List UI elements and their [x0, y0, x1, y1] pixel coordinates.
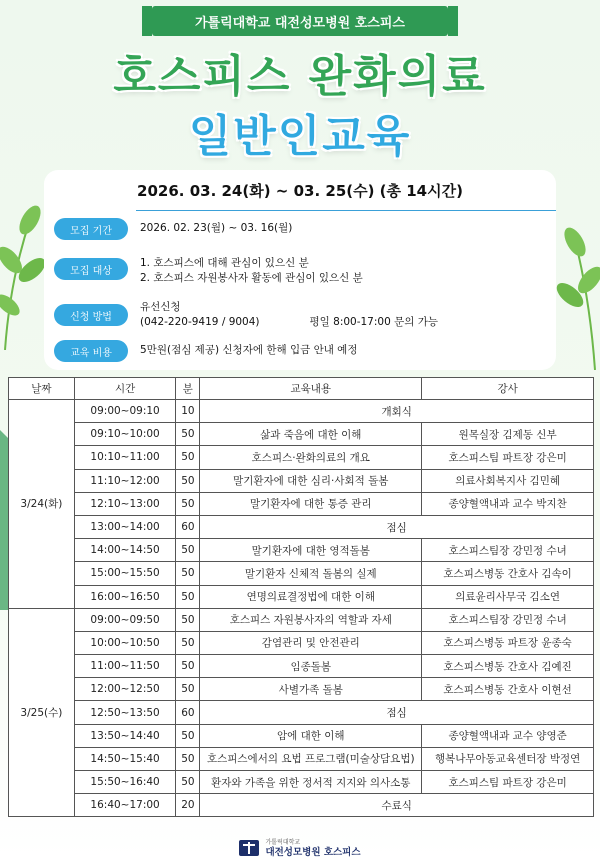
- time-cell: 12:00~12:50: [74, 678, 176, 701]
- table-row: [9, 631, 594, 654]
- table-row: [9, 400, 594, 423]
- time-cell: 14:50~15:40: [74, 747, 176, 770]
- content-cell: 말기환자 신체적 돌봄의 실제: [200, 562, 422, 585]
- content-cell: 말기환자에 대한 영적돌봄: [200, 539, 422, 562]
- time-cell: 10:10~11:00: [74, 446, 176, 469]
- table-row: [9, 515, 594, 538]
- footer-hospital: 대전성모병원 호스피스: [265, 847, 361, 858]
- date-range: 2026. 03. 24(화) ~ 03. 25(수) (총 14시간): [137, 182, 463, 200]
- content-cell: 감염관리 및 안전관리: [200, 631, 422, 654]
- header-time: 시간: [74, 378, 176, 400]
- instructor-cell: 호스피스팀장 강민정 수녀: [422, 608, 594, 631]
- instructor-cell: 호스피스팀장 강민정 수녀: [422, 539, 594, 562]
- minutes-cell: 60: [176, 515, 200, 538]
- apply-method-hours: 평일 8:00-17:00 문의 가능: [309, 316, 439, 328]
- table-row: [9, 585, 594, 608]
- time-cell: 13:00~14:00: [74, 515, 176, 538]
- date-cell: 3/24(화): [9, 400, 75, 609]
- content-cell: 호스피스에서의 요법 프로그램(미술상담요법): [200, 747, 422, 770]
- minutes-cell: 50: [176, 446, 200, 469]
- header-content: 교육내용: [200, 378, 422, 400]
- title-line-1: 호스피스 완화의료: [113, 51, 487, 102]
- table-row: [9, 655, 594, 678]
- fee-row: [54, 340, 357, 362]
- right-leaf-icon: [555, 220, 600, 370]
- instructor-cell: 호스피스병동 간호사 이현선: [422, 678, 594, 701]
- apply-method-line-1: 유선신청: [140, 301, 181, 313]
- footer-university: 가톨릭대학교: [265, 839, 301, 846]
- fee-label: 교육 비용: [54, 340, 128, 362]
- instructor-cell: 종양혈액내과 교수 양영준: [422, 724, 594, 747]
- content-cell: 점심: [200, 515, 594, 538]
- table-row: [9, 539, 594, 562]
- instructor-cell: 호스피스병동 간호사 김예진: [422, 655, 594, 678]
- time-cell: 15:50~16:40: [74, 771, 176, 794]
- table-row: [9, 423, 594, 446]
- time-cell: 09:00~09:50: [74, 608, 176, 631]
- table-row: [9, 562, 594, 585]
- time-cell: 16:40~17:00: [74, 794, 176, 817]
- content-cell: 환자와 가족을 위한 정서적 지지와 의사소통: [200, 771, 422, 794]
- content-cell: 삶과 죽음에 대한 이해: [200, 423, 422, 446]
- minutes-cell: 50: [176, 492, 200, 515]
- instructor-cell: 호스피스팀 파트장 강은미: [422, 446, 594, 469]
- minutes-cell: 50: [176, 771, 200, 794]
- instructor-cell: 의료사회복지사 김민혜: [422, 469, 594, 492]
- instructor-cell: 호스피스팀 파트장 강은미: [422, 771, 594, 794]
- table-row: [9, 771, 594, 794]
- minutes-cell: 50: [176, 562, 200, 585]
- minutes-cell: 50: [176, 539, 200, 562]
- info-card: [44, 170, 556, 370]
- minutes-cell: 50: [176, 678, 200, 701]
- content-cell: 연명의료결정법에 대한 이해: [200, 585, 422, 608]
- table-row: [9, 724, 594, 747]
- recruit-period-label: 모집 기간: [54, 218, 128, 240]
- time-cell: 10:00~10:50: [74, 631, 176, 654]
- date-cell: 3/25(수): [9, 608, 75, 817]
- content-cell: 수료식: [200, 794, 594, 817]
- time-cell: 15:00~15:50: [74, 562, 176, 585]
- table-row: [9, 446, 594, 469]
- hospital-banner: 가톨릭대학교 대전성모병원 호스피스: [152, 6, 448, 36]
- time-cell: 09:00~09:10: [74, 400, 176, 423]
- title-line-2: 일반인교육: [188, 111, 412, 162]
- content-cell: 말기환자에 대한 심리·사회적 돌봄: [200, 469, 422, 492]
- footer-logo: [0, 837, 600, 859]
- hospital-logo-icon: [239, 840, 259, 856]
- minutes-cell: 50: [176, 747, 200, 770]
- time-cell: 12:50~13:50: [74, 701, 176, 724]
- apply-method-label: 신청 방법: [54, 304, 128, 326]
- minutes-cell: 20: [176, 794, 200, 817]
- minutes-cell: 50: [176, 585, 200, 608]
- time-cell: 09:10~10:00: [74, 423, 176, 446]
- content-cell: 점심: [200, 701, 594, 724]
- content-cell: 호스피스 자원봉사자의 역할과 자세: [200, 608, 422, 631]
- fee-value: 5만원(점심 제공) 신청자에 한해 입금 안내 예정: [140, 344, 358, 356]
- minutes-cell: 50: [176, 724, 200, 747]
- table-row: [9, 747, 594, 770]
- minutes-cell: 50: [176, 608, 200, 631]
- content-cell: 사별가족 돌봄: [200, 678, 422, 701]
- content-cell: 호스피스·완화의료의 개요: [200, 446, 422, 469]
- minutes-cell: 50: [176, 423, 200, 446]
- instructor-cell: 행복나무아동교육센터장 박정연: [422, 747, 594, 770]
- recruit-period-row: [54, 218, 292, 240]
- header-instructor: 강사: [422, 378, 594, 400]
- minutes-cell: 50: [176, 655, 200, 678]
- recruit-target-label: 모집 대상: [54, 258, 128, 280]
- content-cell: 말기환자에 대한 통증 관리: [200, 492, 422, 515]
- table-row: [9, 608, 594, 631]
- minutes-cell: 50: [176, 469, 200, 492]
- time-cell: 11:00~11:50: [74, 655, 176, 678]
- time-cell: 13:50~14:40: [74, 724, 176, 747]
- instructor-cell: 종양혈액내과 교수 박지찬: [422, 492, 594, 515]
- table-row: [9, 492, 594, 515]
- content-cell: 암에 대한 이해: [200, 724, 422, 747]
- time-cell: 14:00~14:50: [74, 539, 176, 562]
- table-row: [9, 794, 594, 817]
- instructor-cell: 호스피스병동 간호사 김속이: [422, 562, 594, 585]
- header-date: 날짜: [9, 378, 75, 400]
- time-cell: 11:10~12:00: [74, 469, 176, 492]
- date-divider: [136, 210, 556, 211]
- time-cell: 16:00~16:50: [74, 585, 176, 608]
- table-row: [9, 678, 594, 701]
- table-row: [9, 701, 594, 724]
- table-header-row: [9, 378, 594, 400]
- recruit-target-line-1: 1. 호스피스에 대해 관심이 있으신 분: [140, 257, 309, 269]
- instructor-cell: 호스피스병동 파트장 윤종숙: [422, 631, 594, 654]
- time-cell: 12:10~13:00: [74, 492, 176, 515]
- apply-method-phone: (042-220-9419 / 9004): [140, 316, 260, 328]
- header-minutes: 분: [176, 378, 200, 400]
- instructor-cell: 원목실장 김제동 신부: [422, 423, 594, 446]
- content-cell: 임종돌봄: [200, 655, 422, 678]
- schedule-table: [8, 377, 594, 817]
- left-leaf-icon: [0, 200, 50, 350]
- recruit-period-value: 2026. 02. 23(월) ~ 03. 16(월): [140, 222, 293, 234]
- recruit-target-line-2: 2. 호스피스 자원봉사자 활동에 관심이 있으신 분: [140, 272, 363, 284]
- apply-method-row: [54, 300, 438, 330]
- instructor-cell: 의료윤리사무국 김소연: [422, 585, 594, 608]
- table-row: [9, 469, 594, 492]
- recruit-target-row: [54, 256, 363, 286]
- minutes-cell: 10: [176, 400, 200, 423]
- content-cell: 개회식: [200, 400, 594, 423]
- minutes-cell: 60: [176, 701, 200, 724]
- minutes-cell: 50: [176, 631, 200, 654]
